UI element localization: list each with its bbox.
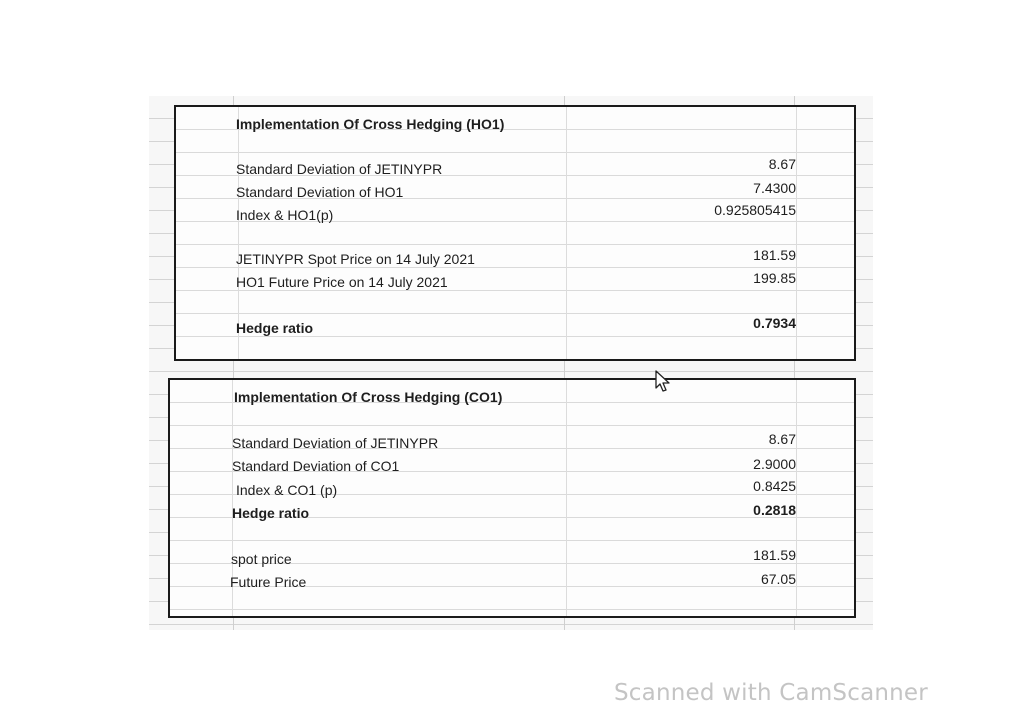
column-gridline xyxy=(566,107,567,359)
panel-title: Implementation Of Cross Hedging (CO1) xyxy=(234,389,503,405)
panel-title: Implementation Of Cross Hedging (HO1) xyxy=(236,116,505,132)
column-gridline xyxy=(566,380,567,616)
hedge-ratio-value: 0.7934 xyxy=(753,315,796,331)
row-label: Future Price xyxy=(230,574,307,590)
mouse-pointer-icon xyxy=(655,370,671,394)
row-value: 181.59 xyxy=(753,247,796,263)
row-label: Standard Deviation of HO1 xyxy=(236,184,404,200)
row-label: Standard Deviation of JETINYPR xyxy=(236,161,443,177)
row-value: 67.05 xyxy=(760,571,796,587)
row-value: 181.59 xyxy=(753,547,796,563)
column-gridline xyxy=(796,107,797,359)
hedge-ratio-label: Hedge ratio xyxy=(232,505,310,521)
hedge-ratio-label: Hedge ratio xyxy=(236,320,314,336)
row-label: Index & HO1(p) xyxy=(236,207,334,223)
row-value: 7.4300 xyxy=(753,180,796,196)
row-value: 199.85 xyxy=(753,270,796,286)
row-value: 8.67 xyxy=(768,156,796,172)
row-label: JETINYPR Spot Price on 14 July 2021 xyxy=(236,251,475,267)
cross-hedging-co1-panel xyxy=(168,378,856,618)
row-label: spot price xyxy=(231,551,292,567)
row-value: 0.8425 xyxy=(753,478,796,494)
row-label: Standard Deviation of CO1 xyxy=(232,458,400,474)
hedge-ratio-value: 0.2818 xyxy=(753,502,796,518)
row-label: HO1 Future Price on 14 July 2021 xyxy=(236,274,448,290)
row-label: Standard Deviation of JETINYPR xyxy=(232,435,439,451)
column-gridline xyxy=(796,380,797,616)
camscanner-watermark: Scanned with CamScanner xyxy=(614,680,928,706)
row-value: 0.925805415 xyxy=(714,202,796,218)
cross-hedging-ho1-panel xyxy=(174,105,856,361)
row-value: 8.67 xyxy=(768,431,796,447)
row-label: Index & CO1 (p) xyxy=(236,482,338,498)
row-value: 2.9000 xyxy=(753,456,796,472)
